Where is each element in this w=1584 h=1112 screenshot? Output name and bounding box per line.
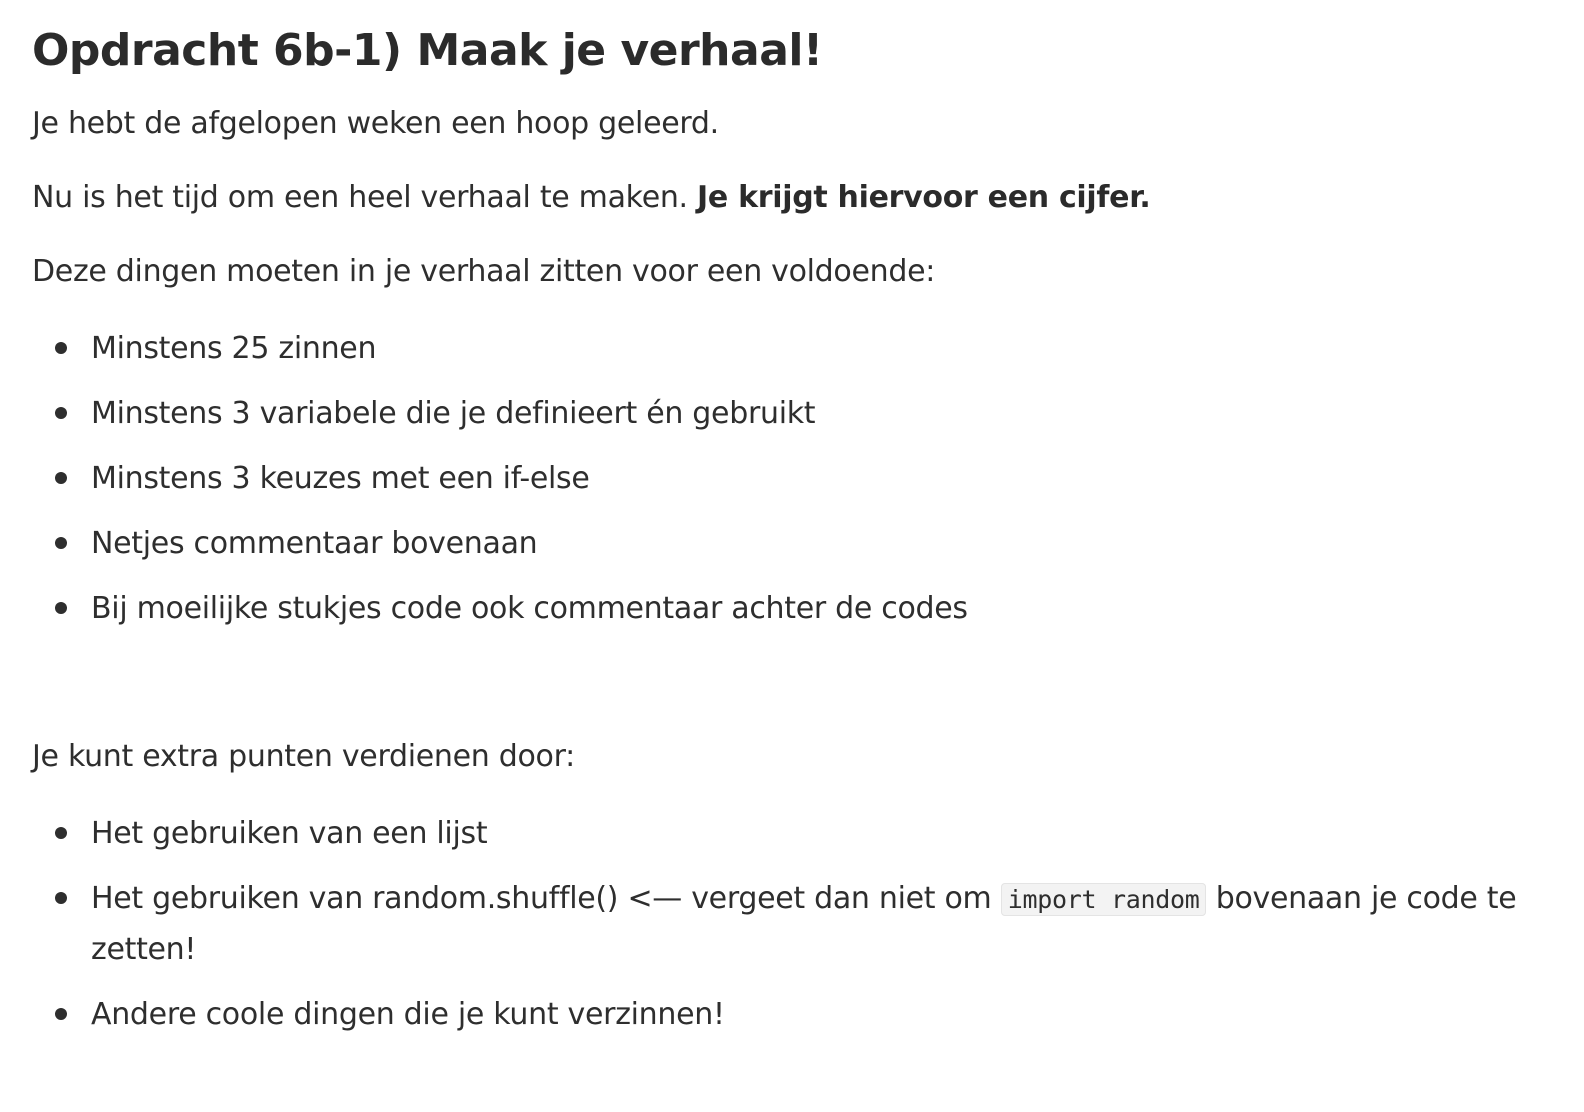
grade-paragraph [32, 176, 1552, 220]
bullet-icon [55, 1008, 67, 1020]
list-item [32, 809, 1552, 859]
extra-points-heading: Je kunt extra punten verdienen door: [32, 739, 575, 774]
list-item-text: Minstens 25 zinnen [91, 331, 377, 366]
bullet-icon [55, 892, 67, 904]
page-title: Opdracht 6b-1) Maak je verhaal! [32, 25, 823, 76]
list-item [32, 519, 1552, 569]
grade-paragraph-text: Nu is het tijd om een heel verhaal te maken. [32, 180, 698, 215]
list-item [32, 874, 1552, 975]
list-item-text: Het gebruiken van random.shuffle() <— vergeet dan niet om [91, 881, 1001, 916]
list-item-text: Minstens 3 keuzes met een if-else [91, 461, 590, 496]
list-item [32, 454, 1552, 504]
bullet-icon [55, 602, 67, 614]
list-item [32, 584, 1552, 634]
list-item [32, 990, 1552, 1040]
list-item-text: Minstens 3 variabele die je definieert én gebruikt [91, 396, 816, 431]
bullet-icon [55, 407, 67, 419]
intro-paragraph: Je hebt de afgelopen weken een hoop geleerd. [32, 106, 719, 141]
bullet-icon [55, 827, 67, 839]
inline-code: import random [1001, 883, 1207, 916]
requirements-heading: Deze dingen moeten in je verhaal zitten voor een voldoende: [32, 254, 936, 289]
extra-points-list [32, 809, 1552, 1040]
bullet-icon [55, 342, 67, 354]
requirements-list [32, 324, 1552, 634]
list-item [32, 324, 1552, 374]
section-spacer [32, 649, 1552, 735]
list-item-text: Het gebruiken van een lijst [91, 816, 488, 851]
bullet-icon [55, 472, 67, 484]
list-item-text: Andere coole dingen die je kunt verzinnen! [91, 997, 725, 1032]
list-item-text: Bij moeilijke stukjes code ook commentaar achter de codes [91, 591, 968, 626]
list-item-text: Netjes commentaar bovenaan [91, 526, 538, 561]
bullet-icon [55, 537, 67, 549]
list-item [32, 389, 1552, 439]
grade-paragraph-bold: Je krijgt hiervoor een cijfer. [697, 180, 1151, 215]
list-item-text: bovenaan je code te zetten! [91, 881, 1517, 967]
